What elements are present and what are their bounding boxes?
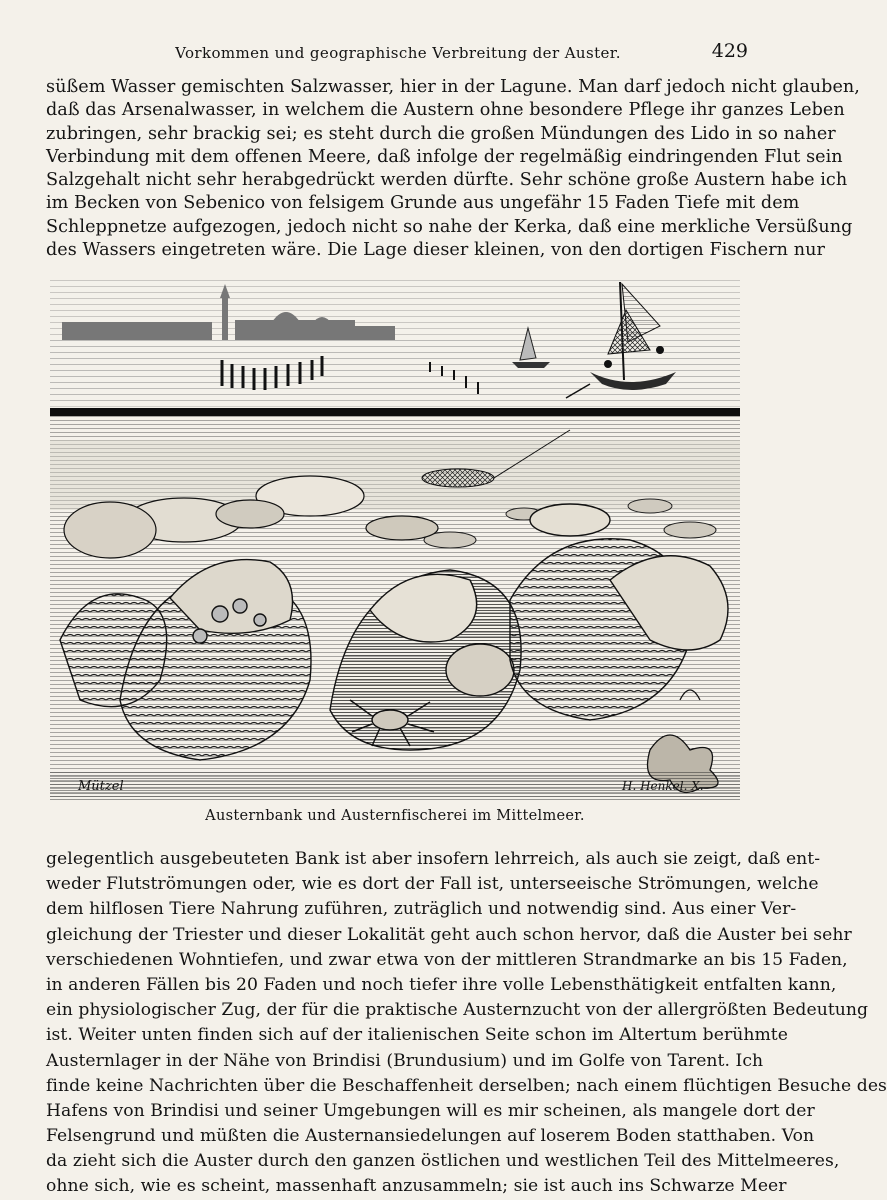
text-line: finde keine Nachrichten über die Beschaffenheit derselben; nach einem flüchtigen Besuche des [46,1075,887,1096]
engraving-oyster-bank [50,280,740,800]
text-line: ohne sich, wie es scheint, massenhaft anzusammeln; sie ist auch ins Schwarze Meer [46,1176,787,1197]
text-line: Verbindung mit dem offenen Meere, daß infolge der regelmäßig eindringenden Flut sein [46,146,843,167]
running-head: Vorkommen und geographische Verbreitung der Auster. [175,44,621,62]
paragraph-top [46,76,860,262]
water-line [50,408,740,416]
signature-left: Mützel [78,779,124,794]
text-line: des Wassers eingetreten wäre. Die Lage dieser kleinen, von den dortigen Fischern nur [46,240,825,261]
paragraph-bottom [46,847,887,1200]
text-line: daß das Arsenalwasser, in welchem die Austern ohne besondere Pflege ihr ganzes Leben [46,100,845,121]
text-line: ein physiologischer Zug, der für die praktische Austernzucht von der allergrößten Bedeutung [46,1000,869,1021]
text-line: ist. Weiter unten finden sich auf der italienischen Seite schon im Altertum berühmte [46,1025,788,1046]
text-line: Austernlager in der Nähe von Brindisi (Brundusium) und im Golfe von Tarent. Ich [46,1050,764,1071]
text-line: im Becken von Sebenico von felsigem Grunde aus ungefähr 15 Faden Tiefe mit dem [46,193,800,214]
text-line: gleichung der Triester und dieser Lokalität geht auch schon hervor, daß die Auster bei sehr [46,924,852,945]
text-line: weder Flutströmungen oder, wie es dort der Fall ist, unterseeische Strömungen, welche [46,874,819,895]
text-line: Hafens von Brindisi und seiner Umgebungen will es mir scheinen, als mangele dort der [46,1100,815,1121]
page-header [48,40,748,66]
text-line: gelegentlich ausgebeuteten Bank ist aber insofern lehrreich, als auch sie zeigt, daß ent- [46,849,821,869]
text-line: zubringen, sehr brackig sei; es steht durch die großen Mündungen des Lido in so naher [46,123,836,144]
text-line: dem hilflosen Tiere Nahrung zuführen, zuträglich und notwendig sind. Aus einer Ver- [46,899,797,920]
text-line: süßem Wasser gemischten Salzwasser, hier in der Lagune. Man darf jedoch nicht glauben, [46,77,860,97]
text-line: Schleppnetze aufgezogen, jedoch nicht so nahe der Kerka, daß eine merkliche Versüßung [46,216,853,237]
text-line: verschiedenen Wohntiefen, und zwar etwa von der mittleren Strandmarke an bis 15 Faden, [46,949,848,970]
figure-caption: Austernbank und Austernfischerei im Mittelmeer. [205,808,585,824]
page-number: 429 [711,40,748,62]
signature-right: H. Henkel. X. [622,779,704,793]
text-line: Felsengrund und müßten die Austernansiedelungen auf loserem Boden statthaben. Von [46,1126,815,1147]
text-line: in anderen Fällen bis 20 Faden und noch tiefer ihre volle Lebensthätigkeit entfalten kann, [46,974,837,995]
text-line: da zieht sich die Auster durch den ganzen östlichen und westlichen Teil des Mittelmeeres, [46,1151,840,1172]
text-line: Salzgehalt nicht sehr herabgedrückt werden dürfte. Sehr schöne große Austern habe ich [46,170,848,191]
